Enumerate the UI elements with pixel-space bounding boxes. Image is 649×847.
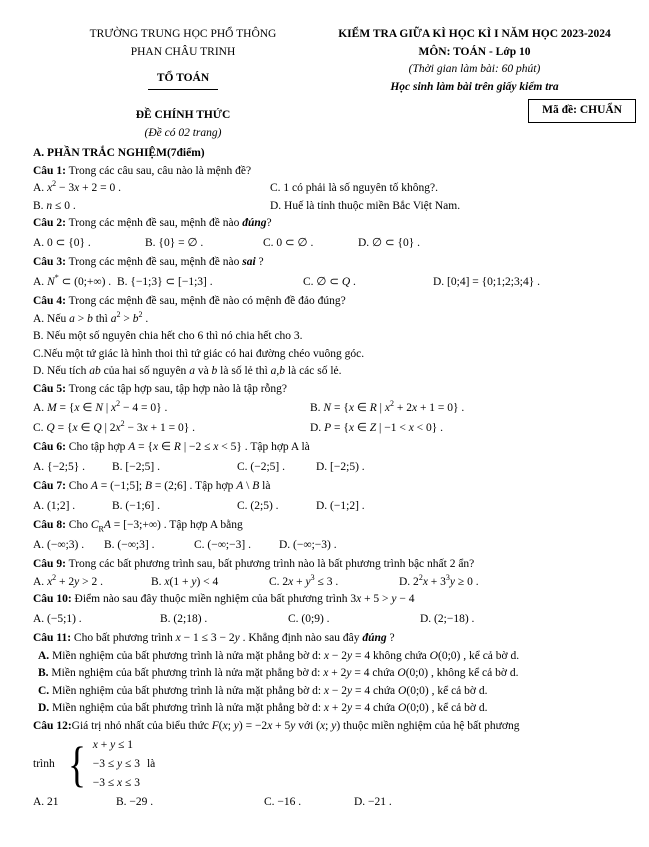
question-8-option-b: B. (−∞;3] . [104,538,155,551]
question-6-text: Cho tập hợp A = {x ∈ R | −2 ≤ x < 5} . Tập hợp A là [68,441,310,453]
question-1-option-b: B. n ≤ 0 . [33,199,76,212]
question-2-option-c: C. 0 ⊂ ∅ . [263,236,314,249]
question-3-stem [33,254,616,272]
question-2-option-a: A. 0 ⊂ {0} . [33,236,91,249]
question-2-options [33,235,616,253]
question-5-stem [33,381,616,399]
question-11-text: Cho bất phương trình x − 1 ≤ 3 − 2y . Khẳng định nào sau đây đúng ? [73,632,395,644]
question-2-stem [33,215,616,233]
school-name-line1: TRƯỜNG TRUNG HỌC PHỔ THÔNG [89,28,277,40]
question-5-options-row1 [33,400,616,418]
question-12-option-d: D. −21 . [354,796,392,808]
question-1-number: Câu 1: [33,164,66,177]
question-9-option-a: A. $x^2 + 2y > 2$ . [33,572,104,588]
question-3-number: Câu 3: [33,256,66,268]
question-12-options [33,794,616,812]
question-4-option-c: C.Nếu một tứ giác là hình thoi thì tứ giác có hai đường chéo vuông góc. [33,347,365,360]
question-4-text: Trong các mệnh đề sau, mệnh đề nào có mệnh đề đảo đúng? [68,295,346,307]
question-5 [33,381,616,438]
question-6-option-c: C. (−2;5] . [237,460,286,473]
header-exam-block [333,26,616,96]
question-10-option-d: D. (2;−18) . [420,612,475,625]
question-7 [33,478,616,515]
question-6-option-b: B. [−2;5] . [112,460,161,473]
question-11 [33,630,616,718]
pages-note: (Đề có 02 trang) [144,126,222,139]
question-6-option-a: A. {−2;5} . [33,460,86,473]
question-1-stem [33,163,616,181]
question-4-option-a: A. Nếu a > b thì $a^2 > b^2$ . [33,309,149,325]
question-10-options [33,611,616,629]
question-12 [33,718,616,812]
question-2 [33,215,616,252]
question-7-option-b: B. (−1;6] . [112,499,161,512]
question-5-option-b: B. N = {x ∈ R | $x^2 + 2x + 1 = 0$} . [310,399,465,414]
department-name: TỔ TOÁN [148,70,218,90]
question-1 [33,163,616,216]
question-3-text: Trong các mệnh đề sau, mệnh đề nào sai ? [68,256,264,268]
question-11-number: Câu 11: [33,632,72,644]
question-1-text: Trong các câu sau, câu nào là mệnh đề? [65,164,252,177]
section-a-title: A. PHẦN TRẮC NGHIỆM(7điểm) [33,147,205,159]
question-7-option-a: A. (1;2] . [33,499,76,512]
school-name-line2: PHAN CHÂU TRINH [130,45,236,58]
question-9-stem [33,556,616,574]
question-6-number: Câu 6: [33,441,66,453]
question-8-options [33,537,616,555]
question-9-options [33,574,616,592]
question-5-number: Câu 5: [33,382,66,395]
question-11-option-d: D. Miền nghiệm của bất phương trình là nửa mặt phẳng bờ d: x + 2y = 4 chứa O(0;0) , kể cả bờ d. [38,702,488,714]
system-brace-icon: { [67,736,86,792]
question-12-system [33,736,616,793]
header [33,26,616,96]
question-8-option-d: D. (−∞;−3) . [279,538,337,551]
question-1-option-d: D. Huế là tỉnh thuộc miền Bắc Việt Nam. [270,199,461,212]
question-9-text: Trong các bất phương trình sau, bất phương trình nào là bất phương trình bậc nhất 2 ẩn? [68,558,475,570]
question-1-option-c: C. 1 có phải là số nguyên tố không?. [270,182,439,194]
question-10-option-a: A. (−5;1) . [33,612,82,625]
question-11-stem [33,630,616,648]
question-12-suffix: là [146,757,156,770]
question-6-option-d: D. [−2;5) . [316,460,365,473]
system-line-3: −3 ≤ x ≤ 3 [92,777,140,789]
question-12-option-b: B. −29 . [116,796,154,808]
question-8-number: Câu 8: [33,519,66,531]
question-1-options-row1 [33,180,616,198]
question-9-option-b: B. x(1 + y) < 4 [151,575,219,588]
question-12-text: Giá trị nhỏ nhất của biểu thức F(x; y) = −2x + 5y với (x; y) thuộc miền nghiệm của hệ bất phương [71,719,520,732]
questions-list [33,163,616,812]
question-7-option-d: D. (−1;2] . [316,499,365,512]
question-3-option-c: C. ∅ ⊂ Q . [303,275,356,288]
question-10-text: Điểm nào sau đây thuộc miền nghiệm của bất phương trình 3x + 5 > y − 4 [74,593,415,605]
question-4-number: Câu 4: [33,295,66,307]
question-11-option-a: A. Miền nghiệm của bất phương trình là nửa mặt phẳng bờ d: x − 2y = 4 không chứa O(0;0) , kể cả bờ d. [38,649,520,662]
system-line-2: −3 ≤ y ≤ 3 [92,758,140,770]
question-8-text: Cho $C_RA$ = [−3;+∞) . Tập hợp A bằng [68,519,243,534]
question-9-number: Câu 9: [33,558,66,570]
question-5-option-a: A. M = {x ∈ N | $x^2 - 4 = 0$} . [33,399,168,414]
question-5-options-row2 [33,420,616,438]
question-9-option-c: C. $2x + y^3 \le 3$ . [269,572,339,588]
question-12-number: Câu 12: [33,719,72,732]
question-7-text: Cho A = (−1;5]; B = (2;6] . Tập hợp A \ B là [68,480,271,492]
question-2-option-b: B. {0} = ∅ . [145,236,204,249]
question-7-options [33,498,616,516]
question-8-stem [33,517,616,535]
system-lines [93,736,140,793]
question-2-text: Trong các mệnh đề sau, mệnh đề nào đúng? [68,217,272,229]
question-4 [33,293,616,381]
question-11-option-b: B. Miền nghiệm của bất phương trình là nửa mặt phẳng bờ d: x + 2y = 4 chứa O(0;0) , không kể cả bờ d. [38,667,519,679]
question-3 [33,254,616,291]
question-3-options [33,274,616,292]
header-school-block [33,26,333,96]
official-exam-block [33,107,333,142]
question-1-option-a: A. $x^2 - 3x + 2 = 0$ . [33,179,122,194]
question-2-number: Câu 2: [33,217,66,229]
question-2-option-d: D. ∅ ⊂ {0} . [358,236,420,249]
question-10 [33,591,616,628]
question-10-stem [33,591,616,609]
question-3-option-d: D. [0;4] = {0;1;2;3;4} . [433,275,540,288]
question-7-number: Câu 7: [33,480,66,492]
question-3-option-b: B. {−1;3} ⊂ [−1;3] . [117,275,213,288]
question-8-option-c: C. (−∞;−3] . [194,538,251,551]
exam-instruction: Học sinh làm bài trên giấy kiểm tra [390,80,559,93]
question-3-option-a: A. N* ⊂ (0;+∞) . [33,272,112,288]
question-5-text: Trong các tập hợp sau, tập hợp nào là tập rỗng? [68,382,287,395]
question-10-number: Câu 10: [33,593,72,605]
question-9 [33,556,616,591]
exam-subject: MÔN: TOÁN - Lớp 10 [418,45,531,58]
question-1-options-row2 [33,198,616,216]
question-4-stem [33,293,616,311]
question-4-option-d: D. Nếu tích ab của hai số nguyên a và b là số lẻ thì a,b là các số lẻ. [33,365,342,377]
question-12-option-c: C. −16 . [264,796,302,808]
question-6-stem [33,439,616,457]
exam-duration: (Thời gian làm bài: 60 phút) [408,63,541,75]
question-6 [33,439,616,476]
question-4-option-b: B. Nếu một số nguyên chia hết cho 6 thì nó chia hết cho 3. [33,330,303,342]
question-10-option-c: C. (0;9) . [288,612,330,625]
question-5-option-d: D. P = {x ∈ Z | −1 < x < 0} . [310,421,444,434]
question-12-cont: trình [33,757,55,770]
question-12-stem [33,718,616,736]
exam-code-box: Mã đề: CHUẨN [528,99,636,123]
question-9-option-d: D. $2^2x + 3^3y \ge 0$ . [399,572,479,588]
question-5-option-c: C. Q = {x ∈ Q | $2x^2 - 3x + 1 = 0$} . [33,418,195,434]
question-7-stem [33,478,616,496]
official-exam-label: ĐỀ CHÍNH THỨC [135,109,231,121]
question-8-option-a: A. (−∞;3) . [33,538,85,551]
question-7-option-c: C. (2;5) . [237,499,279,512]
exam-title: KIỂM TRA GIỮA KÌ HỌC KÌ I NĂM HỌC 2023-2024 [338,28,611,40]
question-12-option-a: A. 21 [33,796,59,808]
system-line-1: x + y ≤ 1 [92,739,134,751]
question-8 [33,517,616,554]
question-6-options [33,459,616,477]
question-10-option-b: B. (2;18) . [160,612,208,625]
question-11-option-c: C. Miền nghiệm của bất phương trình là nửa mặt phẳng bờ d: x − 2y = 4 chứa O(0;0) , kể cả bờ d. [38,684,488,697]
